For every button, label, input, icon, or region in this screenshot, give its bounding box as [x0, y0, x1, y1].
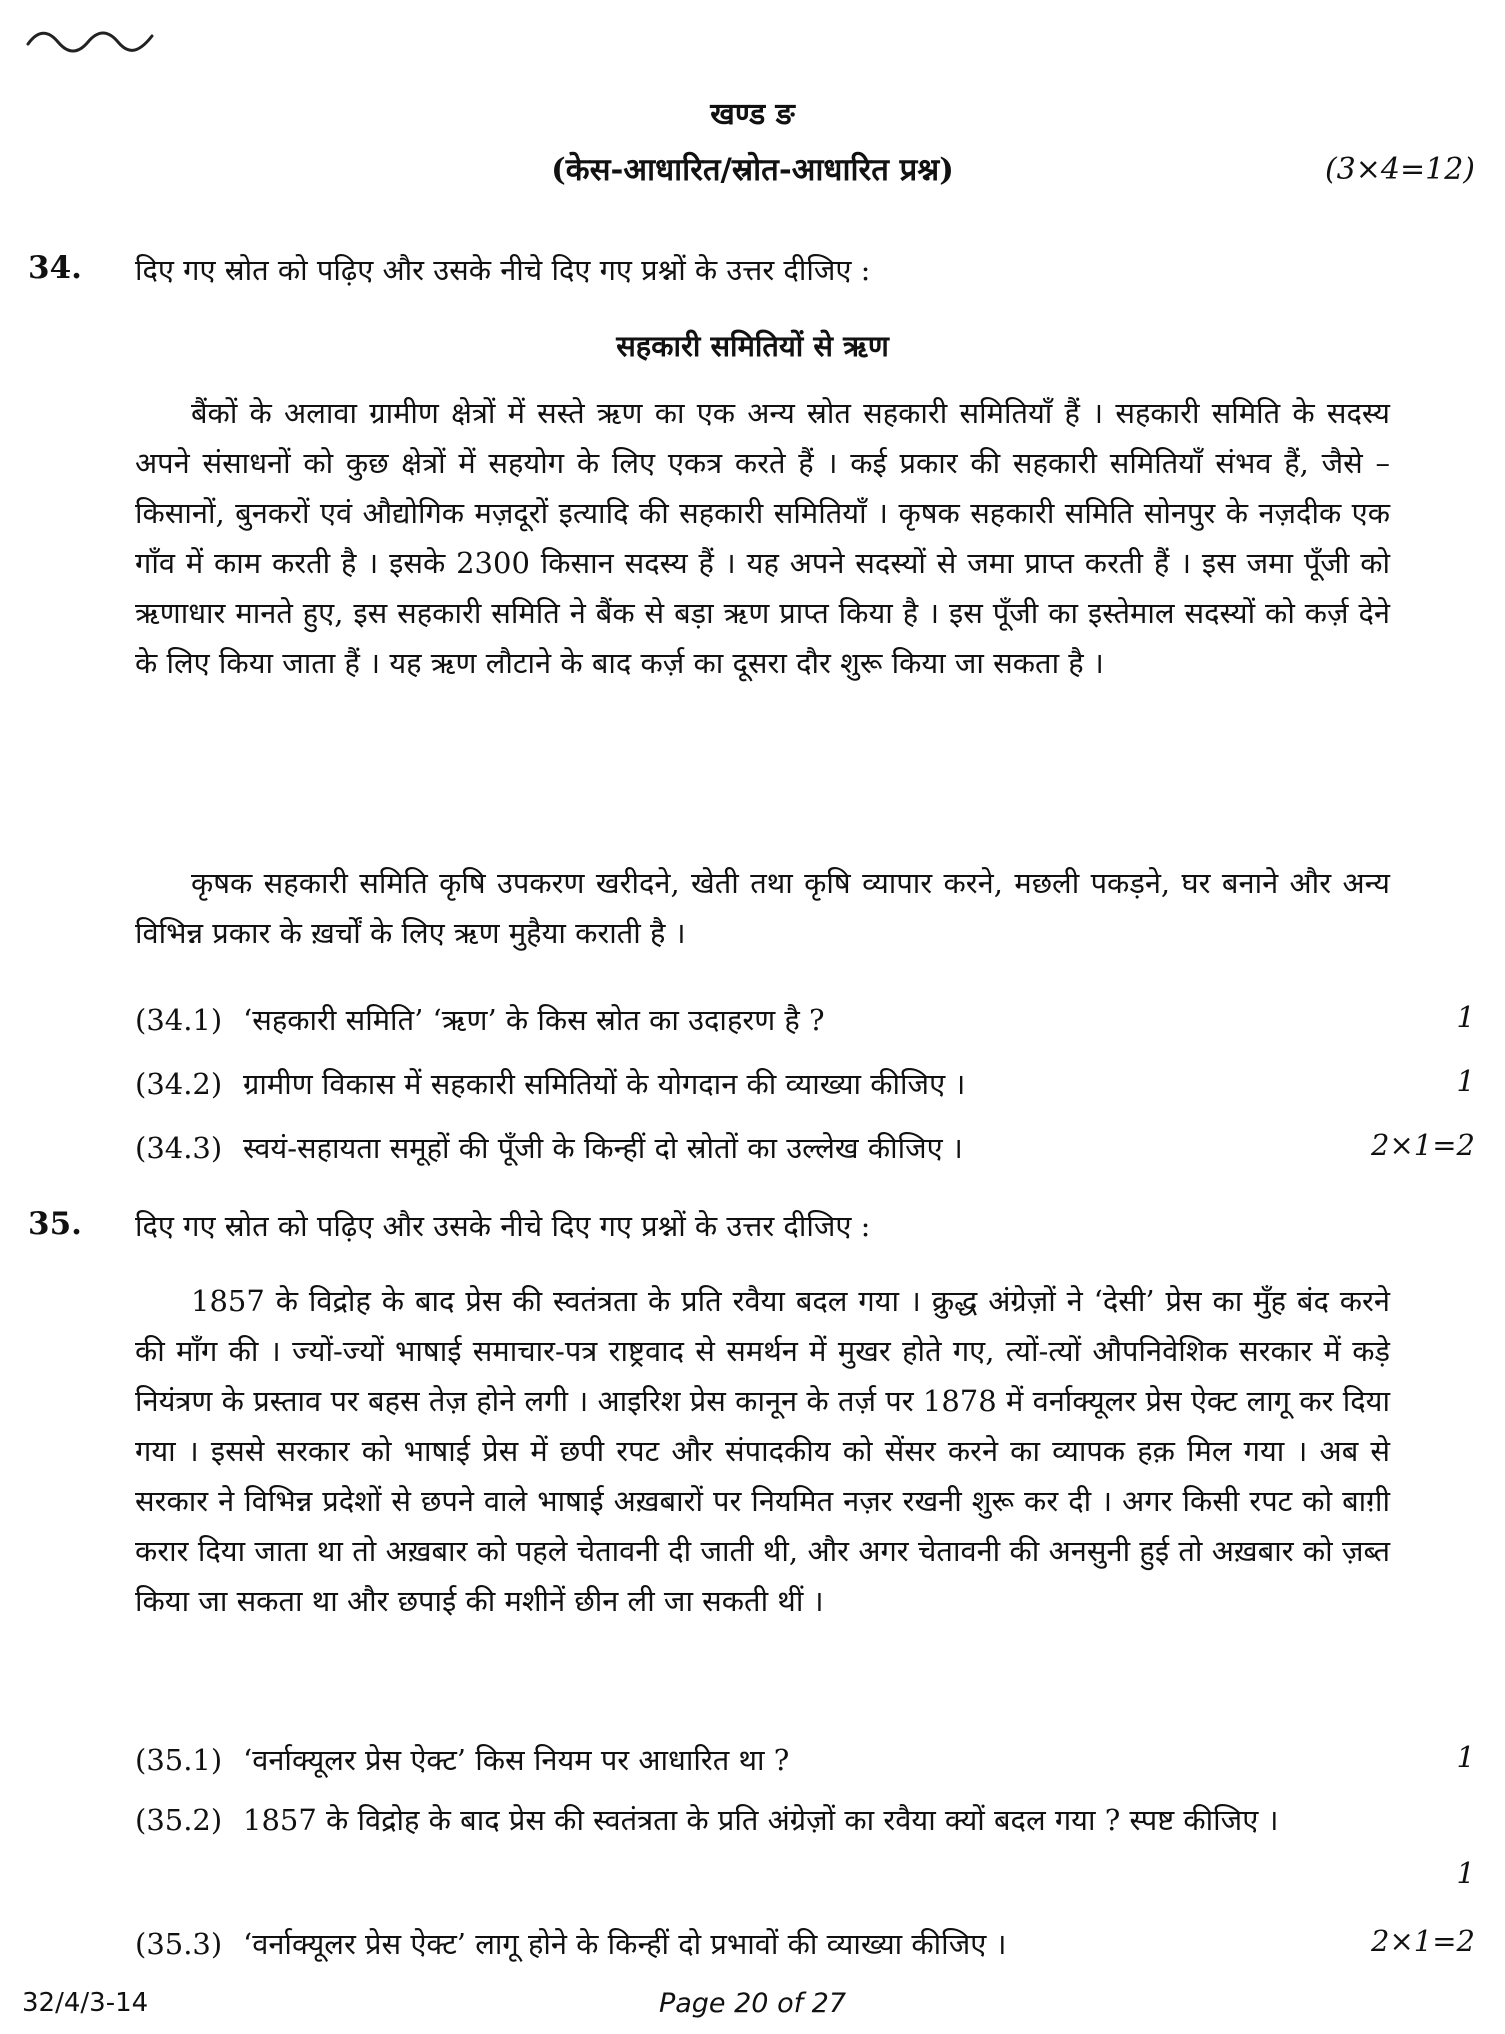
question-34-1-mark: 1 — [1456, 1000, 1475, 1034]
question-34-number: 34. — [28, 250, 82, 286]
question-34-2 — [135, 1064, 1475, 1103]
paper-code: 32/4/3-14 — [22, 1988, 149, 2018]
sub-question-number: (35.3) — [135, 1927, 223, 1961]
sub-question-number: (34.1) — [135, 1003, 223, 1037]
question-35-2-mark: 1 — [1456, 1856, 1475, 1890]
question-35-3 — [135, 1924, 1475, 1963]
question-35-paragraph-1: 1857 के विद्रोह के बाद प्रेस की स्वतंत्रता के प्रति रवैया बदल गया । क्रुद्ध अंग्रेज़ों ने ‘देसी’ प्रेस का मुँह बंद करने की माँग की । ज्यों-ज्यों भाषाई समाचार-पत्र राष्ट्रवाद से समर्थन में मुखर होते गए, त्यों-त्यों औपनिवेशिक सरकार में कड़े नियंत्रण के प्रस्ताव पर बहस तेज़ होने लगी । आइरिश प्रेस कानून के तर्ज़ पर 1878 में वर्नाक्यूलर प्रेस ऐक्ट लागू कर दिया गया । इससे सरकार को भाषाई प्रेस में छपी रपट और संपादकीय को सेंसर करने का व्यापक हक़ मिल गया । अब से सरकार ने विभिन्न प्रदेशों से छपने वाले भाषाई अख़बारों पर नियमित नज़र रखनी शुरू कर दी । अगर किसी रपट को बाग़ी करार दिया जाता था तो अख़बार को पहले चेतावनी दी जाती थी, और अगर चेतावनी की अनसुनी हुई तो अख़बार को ज़ब्त किया जा सकता था और छपाई की मशीनें छीन ली जा सकती थीं । — [135, 1284, 1390, 1618]
question-35-1-mark: 1 — [1456, 1740, 1475, 1774]
question-34-3 — [135, 1128, 1475, 1167]
question-34-1 — [135, 1000, 1475, 1039]
question-35-3-mark: 2×1=2 — [1371, 1924, 1475, 1958]
sub-question-text: 1857 के विद्रोह के बाद प्रेस की स्वतंत्रता के प्रति अंग्रेज़ों का रवैया क्यों बदल गया ? स्पष्ट कीजिए । — [243, 1803, 1279, 1837]
sub-question-text: ‘सहकारी समिति’ ‘ऋण’ के किस स्रोत का उदाहरण है ? — [243, 1003, 825, 1037]
sub-question-text: स्वयं-सहायता समूहों की पूँजी के किन्हीं दो स्रोतों का उल्लेख कीजिए । — [243, 1131, 963, 1165]
question-35-intro: दिए गए स्रोत को पढ़िए और उसके नीचे दिए गए प्रश्नों के उत्तर दीजिए : — [135, 1209, 871, 1243]
question-34-2-mark: 1 — [1456, 1064, 1475, 1098]
question-34-paragraph-2: कृषक सहकारी समिति कृषि उपकरण खरीदने, खेती तथा कृषि व्यापार करने, मछली पकड़ने, घर बनाने और अन्य विभिन्न प्रकार के ख़र्चों के लिए ऋण मुहैया कराती है । — [135, 866, 1390, 950]
sub-question-text: ‘वर्नाक्यूलर प्रेस ऐक्ट’ किस नियम पर आधारित था ? — [243, 1743, 790, 1777]
sub-question-number: (34.2) — [135, 1067, 223, 1101]
question-35-2 — [135, 1796, 1390, 1844]
page-number: Page 20 of 27 — [658, 1988, 847, 2019]
question-34-source-heading: सहकारी समितियों से ऋण — [616, 329, 889, 363]
question-34-paragraph-1: बैंकों के अलावा ग्रामीण क्षेत्रों में सस्ते ऋण का एक अन्य स्रोत सहकारी समितियाँ हैं । सहकारी समिति के सदस्य अपने संसाधनों को कुछ क्षेत्रों में सहयोग के लिए एकत्र करते हैं । कई प्रकार की सहकारी समितियाँ संभव हैं, जैसे – किसानों, बुनकरों एवं औद्योगिक मज़दूरों इत्यादि की सहकारी समितियाँ । कृषक सहकारी समिति सोनपुर के नज़दीक एक गाँव में काम करती है । इसके 2300 किसान सदस्य हैं । यह अपने सदस्यों से जमा प्राप्त करती हैं । इस जमा पूँजी को ऋणाधार मानते हुए, इस सहकारी समिति ने बैंक से बड़ा ऋण प्राप्त किया है । इस पूँजी का इस्तेमाल सदस्यों को कर्ज़ देने के लिए किया जाता हैं । यह ऋण लौटाने के बाद कर्ज़ का दूसरा दौर शुरू किया जा सकता है । — [135, 396, 1390, 680]
question-35-number: 35. — [28, 1206, 82, 1242]
section-subtitle: (केस-आधारित/स्रोत-आधारित प्रश्न) — [551, 152, 954, 188]
question-34-intro: दिए गए स्रोत को पढ़िए और उसके नीचे दिए गए प्रश्नों के उत्तर दीजिए : — [135, 253, 871, 287]
question-34-3-mark: 2×1=2 — [1371, 1128, 1475, 1162]
question-35-1 — [135, 1740, 1475, 1779]
section-marks: (3×4=12) — [1324, 152, 1475, 187]
sub-question-text: ‘वर्नाक्यूलर प्रेस ऐक्ट’ लागू होने के किन्हीं दो प्रभावों की व्याख्या कीजिए । — [243, 1927, 1007, 1961]
sub-question-text: ग्रामीण विकास में सहकारी समितियों के योगदान की व्याख्या कीजिए । — [243, 1067, 966, 1101]
section-title: खण्ड ङ — [710, 97, 795, 132]
wave-mark-icon — [26, 26, 156, 56]
sub-question-number: (35.1) — [135, 1743, 223, 1777]
sub-question-number: (35.2) — [135, 1803, 223, 1837]
sub-question-number: (34.3) — [135, 1131, 223, 1165]
